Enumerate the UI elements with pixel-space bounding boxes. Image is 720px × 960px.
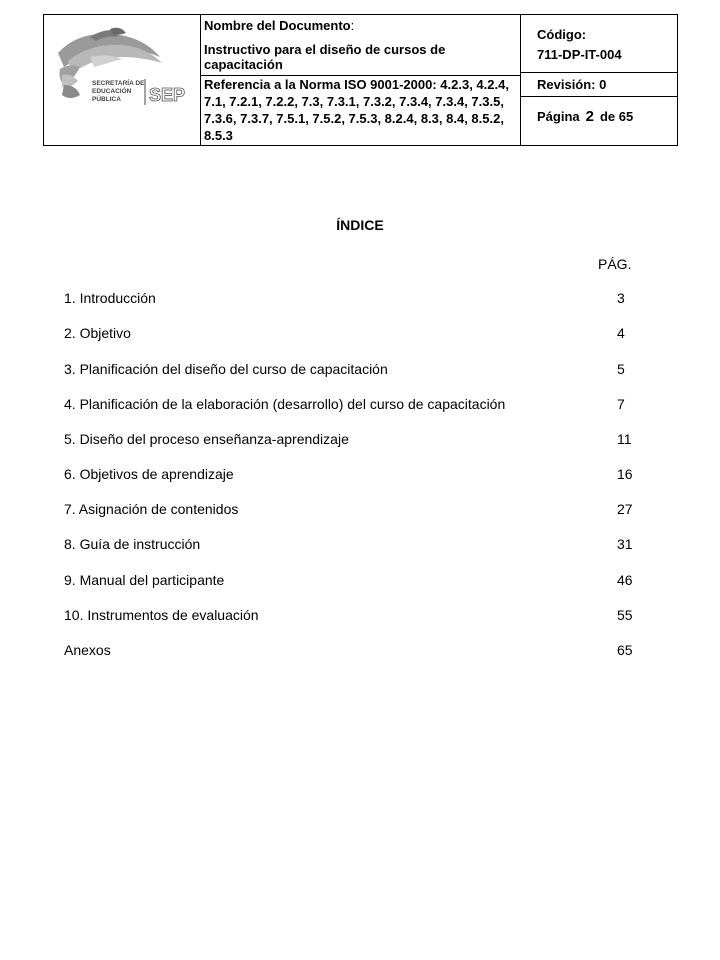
revision-cell: [521, 72, 677, 97]
toc-entry: [64, 642, 644, 660]
code-value: 711-DP-IT-004: [537, 47, 622, 62]
revision-label: Revisión: 0: [537, 77, 607, 92]
toc-entry-label: 10. Instrumentos de evaluación: [64, 607, 259, 623]
toc-entry: [64, 325, 644, 343]
toc-entry-label: 9. Manual del participante: [64, 572, 225, 588]
logo-line1: SECRETARÍA DE: [92, 80, 145, 87]
logo-cell: [44, 15, 201, 145]
document-name-cell: [200, 15, 520, 76]
document-name-label-wrap: [204, 17, 354, 35]
toc-entry-page: 55: [617, 607, 633, 623]
document-header: [43, 14, 678, 146]
toc-entry-label: 8. Guía de instrucción: [64, 536, 201, 552]
toc-entry-page: 4: [617, 325, 625, 341]
page-indicator: [537, 109, 633, 124]
toc-entry-label: 2. Objetivo: [64, 325, 131, 341]
index-title: ÍNDICE: [336, 217, 384, 233]
toc-entry-page: 65: [617, 642, 633, 658]
logo-line2: EDUCACIÓN: [92, 88, 132, 95]
document-name-label: Nombre del Documento: [204, 18, 351, 33]
toc-entry-page: 5: [617, 361, 625, 377]
document-name-value: Instructivo para el diseño de cursos de capacitación: [204, 42, 446, 72]
toc-entry: [64, 501, 644, 519]
toc-entry: [64, 290, 644, 308]
toc-entry-label: 6. Objetivos de aprendizaje: [64, 466, 234, 482]
toc-entry: [64, 361, 644, 379]
page-number: 2: [585, 108, 594, 125]
toc-entry: [64, 431, 644, 449]
toc-entry: [64, 396, 644, 414]
toc-entry-page: 27: [617, 501, 633, 517]
toc-entry-label: 1. Introducción: [64, 290, 156, 306]
toc-entry: [64, 607, 644, 625]
logo-line3: PÚBLICA: [92, 96, 121, 103]
toc-entry-page: 7: [617, 396, 625, 412]
toc-entry-page: 3: [617, 290, 625, 306]
logo-acronym: SEP: [149, 85, 186, 105]
page-cell: [521, 97, 677, 145]
sep-logo: [50, 23, 196, 123]
document-info-cell: [200, 15, 521, 145]
toc-entry: [64, 536, 644, 554]
toc-entry-page: 46: [617, 572, 633, 588]
page-column-header: PÁG.: [598, 256, 632, 272]
toc-entry-label: 4. Planificación de la elaboración (desarrollo) del curso de capacitación: [64, 396, 506, 412]
toc-entry-page: 31: [617, 536, 633, 552]
page-total: de 65: [599, 109, 634, 124]
iso-norm-reference: Referencia a la Norma ISO 9001-2000: 4.2.3, 4.2.4, 7.1, 7.2.1, 7.2.2, 7.3, 7.3.1, 7.3.2, 7.3.4, 7.3.4, 7.3.5, 7.3.6, 7.3.7, 7.5.1, 7.5.2, 7.5.3, 8.2.4, 8.3, 8.4, 8.5.2, 8.5.3: [204, 77, 509, 143]
code-label: Código:: [537, 27, 587, 42]
toc-entry: [64, 572, 644, 590]
toc-entry: [64, 466, 644, 484]
toc-entry-label: 3. Planificación del diseño del curso de capacitación: [64, 361, 388, 377]
toc-entry-page: 16: [617, 466, 633, 482]
document-name-colon: :: [350, 18, 355, 33]
toc-entry-label: 5. Diseño del proceso enseñanza-aprendizaje: [64, 431, 349, 447]
toc-entry-label: Anexos: [64, 642, 111, 658]
code-cell: [521, 15, 677, 73]
page-label: Página: [537, 109, 580, 124]
toc-entry-page: 11: [617, 431, 632, 447]
document-control-cell: [521, 15, 677, 145]
toc-entry-label: 7. Asignación de contenidos: [64, 501, 239, 517]
